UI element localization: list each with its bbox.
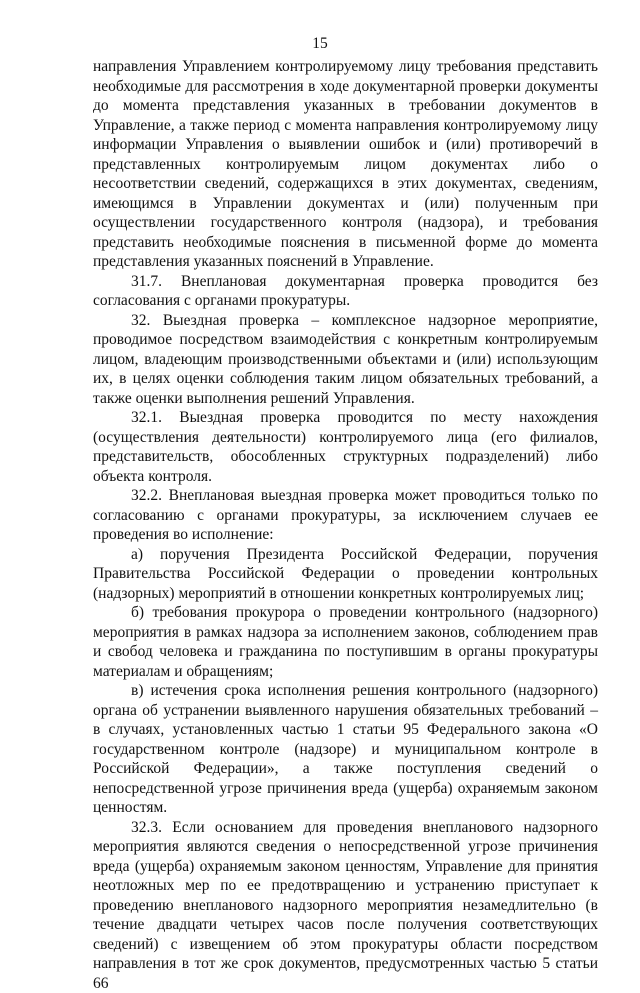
page-number: 15 xyxy=(0,35,640,53)
list-item-v: в) истечения срока исполнения решения контрольного (надзорного) органа об устранении выявленного нарушения обязательных требований – в случаях, установленных частью 1 статьи 95 Федерального закона «О государственном контроле (надзоре) и муниципальном контроле в Российской Федерации», а также поступления сведений о непосредственной угрозе причинения вреда (ущерба) охраняемым законом ценностям. xyxy=(93,681,598,818)
list-item-a: а) поручения Президента Российской Федерации, поручения Правительства Российской Федерации о проведении контрольных (надзорных) мероприятий в отношении конкретных контролируемых лиц; xyxy=(93,545,598,604)
paragraph-32-3: 32.3. Если основанием для проведения внепланового надзорного мероприятия являются сведения о непосредственной угрозе причинения вреда (ущерба) охраняемым законом ценностям, Управление для принятия неотложных мер по ее предотвращению и устранению приступает к проведению внепланового надзорного мероприятия незамедлительно (в течение двадцати четырех часов после получения соответствующих сведений) с извещением об этом прокуратуры области посредством направления в тот же срок документов, предусмотренных частью 5 статьи 66 xyxy=(93,818,598,993)
paragraph-32: 32. Выездная проверка – комплексное надзорное мероприятие, проводимое посредством взаимодействия с конкретным контролируемым лицом, владеющим производственными объектами и (или) использующим их, в целях оценки соблюдения таким лицом обязательных требований, а также оценки выполнения решений Управления. xyxy=(93,311,598,409)
paragraph-32-2: 32.2. Внеплановая выездная проверка может проводиться только по согласованию с органами прокуратуры, за исключением случаев ее проведения во исполнение: xyxy=(93,486,598,545)
paragraph-31-7: 31.7. Внеплановая документарная проверка проводится без согласования с органами прокуратуры. xyxy=(93,272,598,311)
list-item-b: б) требования прокурора о проведении контрольного (надзорного) мероприятия в рамках надзора за исполнением законов, соблюдением прав и свобод человека и гражданина по поступившим в органы прокуратуры материалам и обращениям; xyxy=(93,603,598,681)
paragraph-continuation: направления Управлением контролируемому лицу требования представить необходимые для рассмотрения в ходе документарной проверки документы до момента представления указанных в требовании документов в Управление, а также период с момента направления контролируемому лицу информации Управления о выявлении ошибок и (или) противоречий в представленных контролируемым лицом документах либо о несоответствии сведений, содержащихся в этих документах, сведениям, имеющимся в Управлении документах и (или) полученным при осуществлении государственного контроля (надзора), и требования представить необходимые пояснения в письменной форме до момента представления указанных пояснений в Управление. xyxy=(93,57,598,272)
paragraph-32-1: 32.1. Выездная проверка проводится по месту нахождения (осуществления деятельности) контролируемого лица (его филиалов, представительств, обособленных структурных подразделений) либо объекта контроля. xyxy=(93,408,598,486)
document-body xyxy=(93,57,598,993)
